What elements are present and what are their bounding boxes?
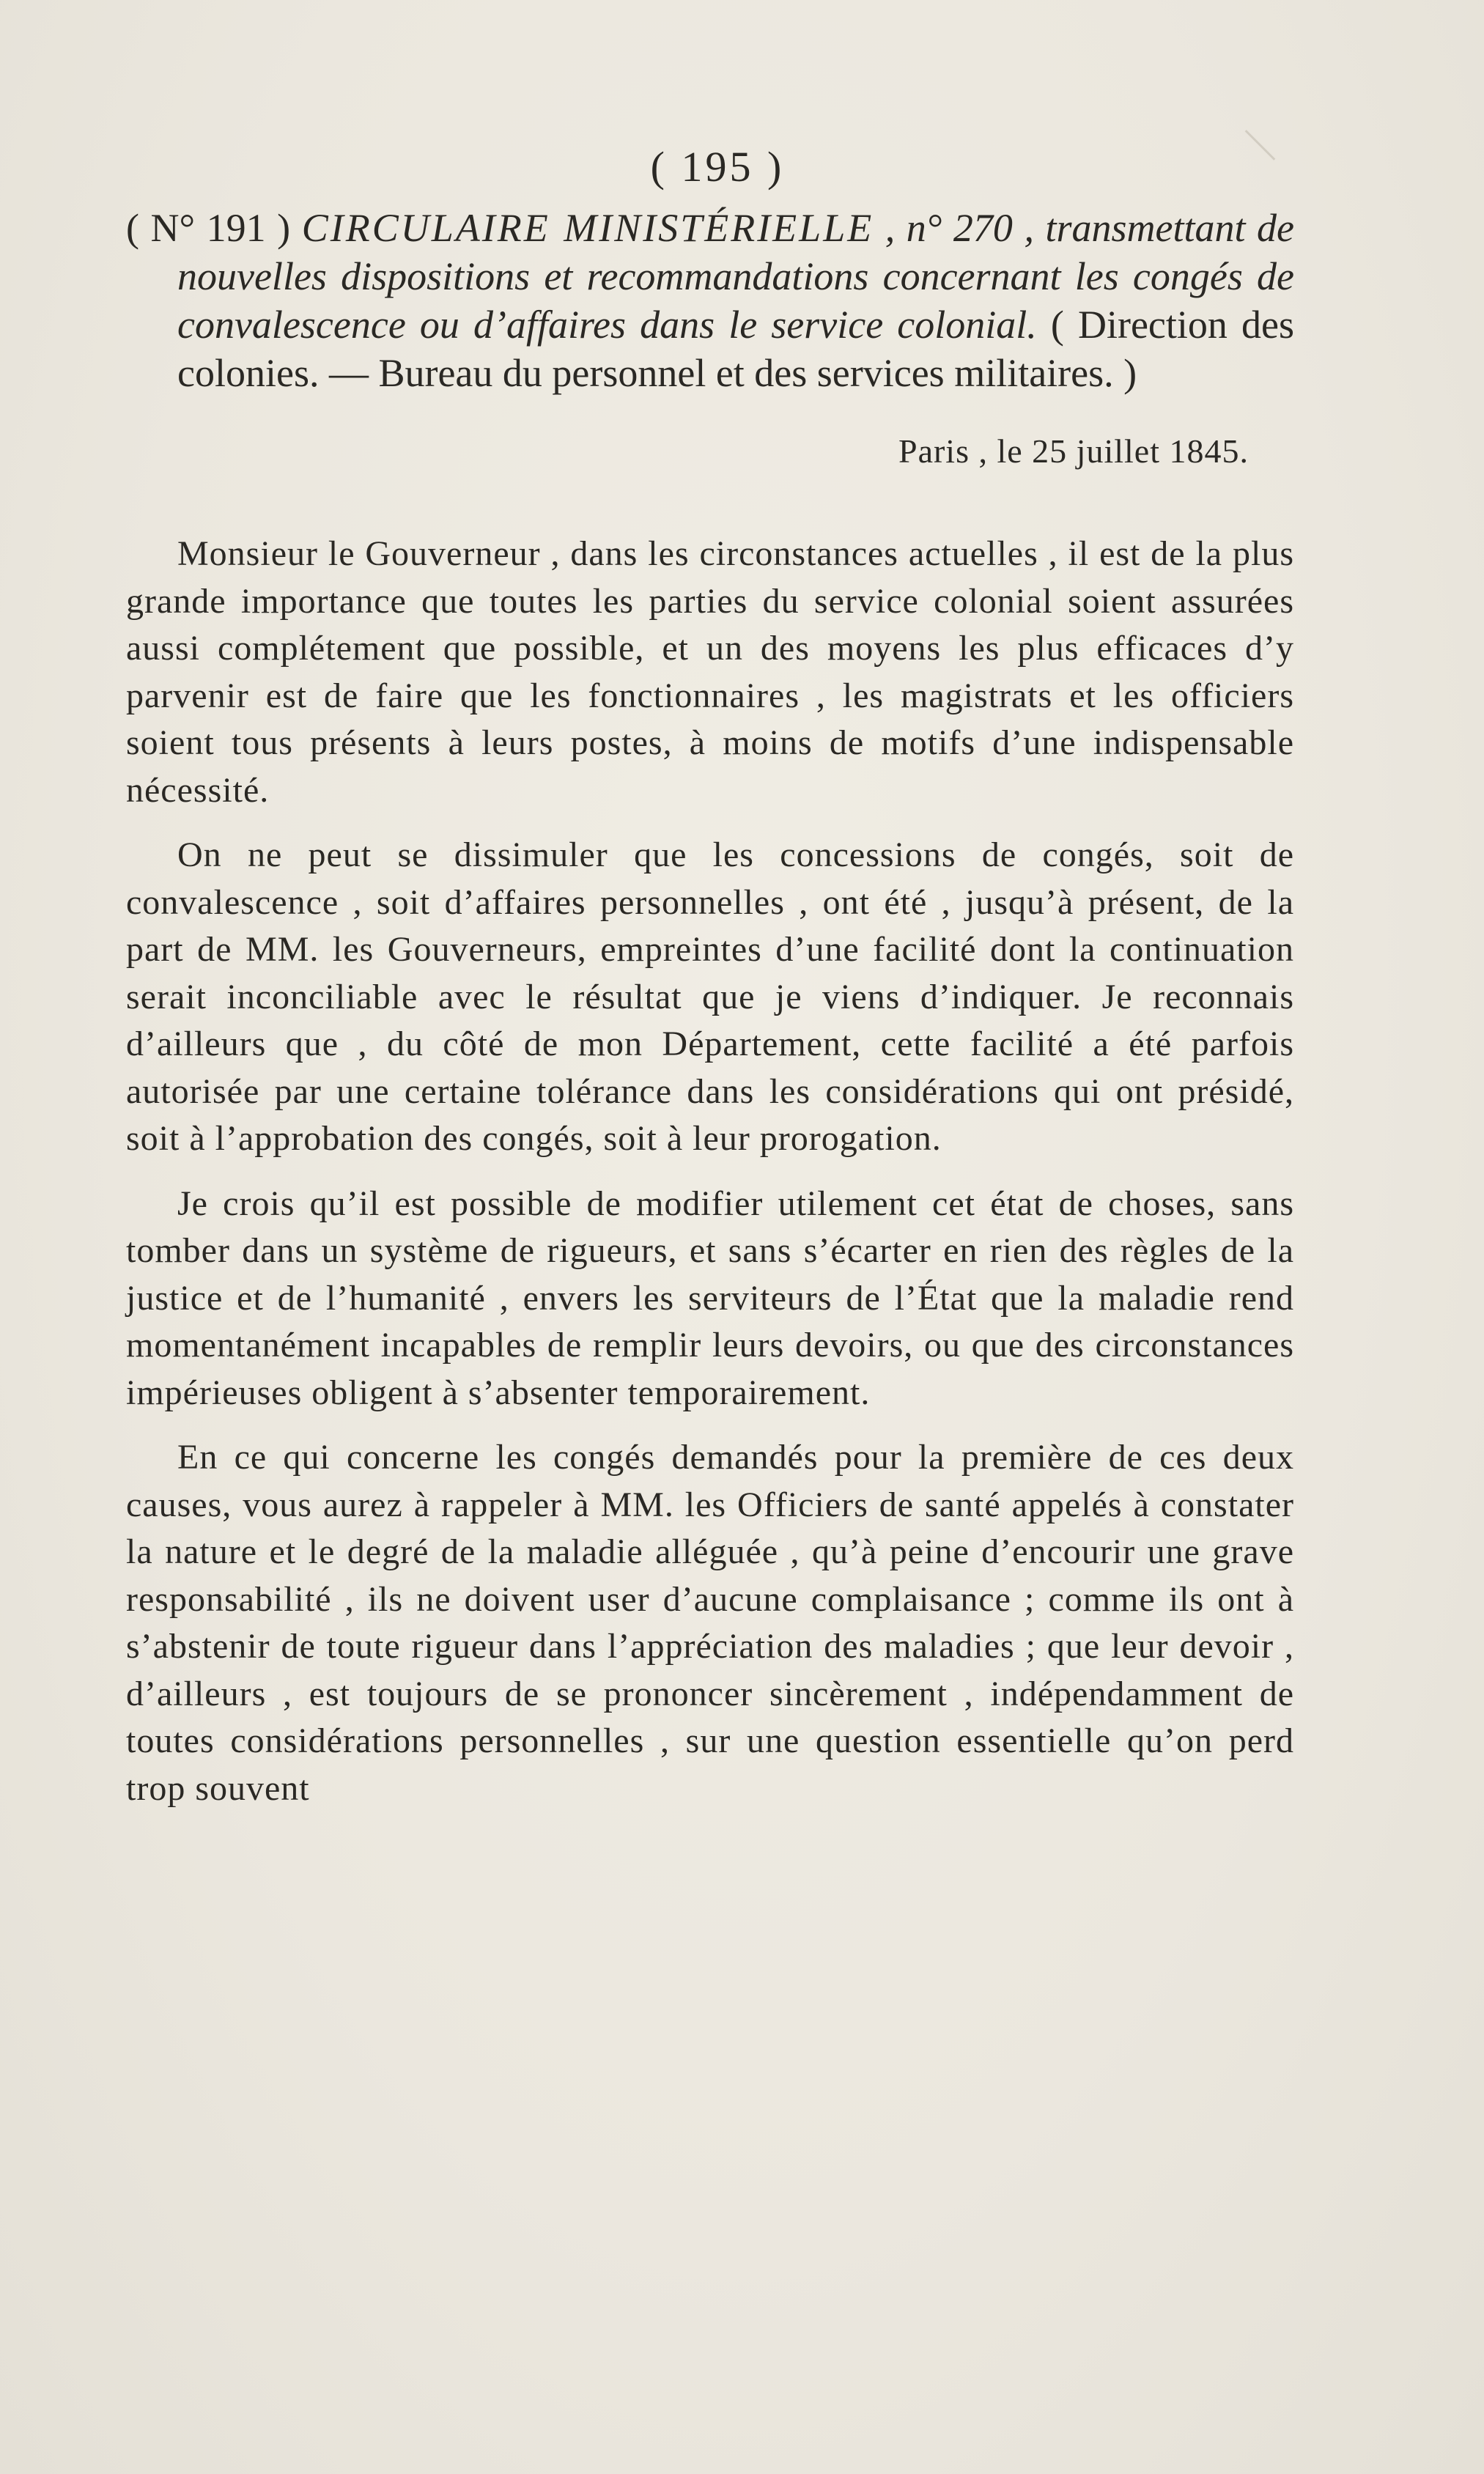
page-number: ( 195 ) (650, 143, 785, 191)
paragraph-3: Je crois qu’il est possible de modifier utilement cet état de choses, sans tomber dans un système de rigueurs, et sans s’écarter en rien des règles de la justice et de l’humanité , envers les serviteurs de l’État que la maladie rend momentanément incapables de remplir leurs devoirs, ou que des circonstances impérieuses obligent à s’absenter temporairement. (126, 1184, 1294, 1412)
circular-subject: transmettant de nouvelles dispositions et recommandations concernant les congés de convalescence ou d’affaires dans le service colonial. (177, 206, 1295, 347)
text-block (126, 138, 1294, 1812)
paragraph-2: On ne peut se dissimuler que les concessions de congés, soit de convalescence , soit d’affaires personnelles , ont été , jusqu’à présent, de la part de MM. les Gouverneurs, empreintes d’une facilité dont la continuation serait inconciliable avec le résultat que je viens d’indiquer. Je reconnais d’ailleurs que , du côté de mon Département, cette facilité a été parfois autorisée par une certaine tolérance dans les considérations qui ont présidé, soit à l’approbation des congés, soit à leur prorogation. (126, 835, 1294, 1158)
paragraph-1: Monsieur le Gouverneur , dans les circonstances actuelles , il est de la plus grande importance que toutes les parties du service colonial soient assurées aussi complétement que possible, et un des moyens les plus efficaces d’y parvenir est de faire que les fonctionnaires , les magistrats et les officiers soient tous présents à leurs postes, à moins de motifs d’une indispensable nécessité. (126, 534, 1294, 810)
document-number: ( N° 191 ) (126, 206, 291, 250)
dateline: Paris , le 25 juillet 1845. (898, 432, 1249, 470)
circular-title: CIRCULAIRE MINISTÉRIELLE (301, 206, 874, 250)
circular-heading (126, 204, 1294, 397)
circular-number: , n° 270 , (885, 206, 1034, 250)
paragraph-4: En ce qui concerne les congés demandés pour la première de ces deux causes, vous aurez à rappeler à MM. les Officiers de santé appelés à constater la nature et le degré de la maladie alléguée , qu’à peine d’encourir une grave responsabilité , ils ne doivent user d’aucune complaisance ; comme ils ont à s’abstenir de toute rigueur dans l’appréciation des maladies ; que leur devoir , d’ailleurs , est toujours de se prononcer sincèrement , indépendamment de toutes considérations personnelles , sur une question essentielle qu’on perd trop souvent (126, 1438, 1294, 1808)
circular-source: ( Direction des colonies. — Bureau du personnel et des services militaires. ) (177, 303, 1294, 395)
